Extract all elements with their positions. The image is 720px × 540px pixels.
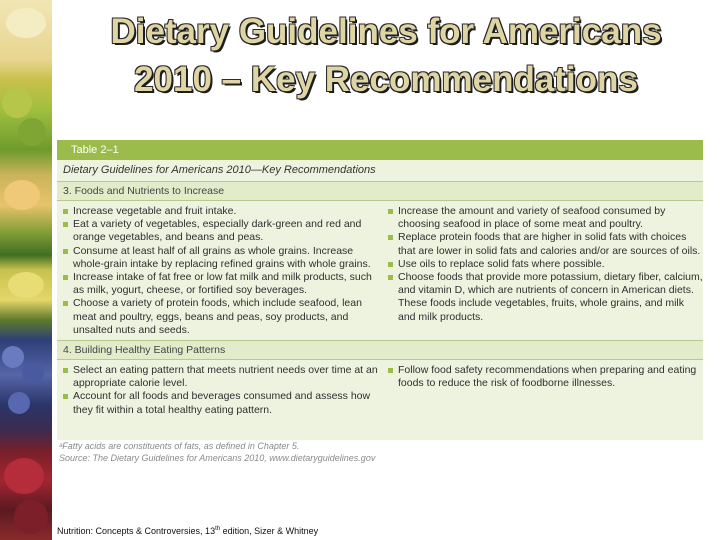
list-item: Select an eating pattern that meets nutrient needs over time at an appropriate calorie level. [61,364,378,390]
section-body-increase [57,201,703,340]
footnote: ᵃFatty acids are constituents of fats, as defined in Chapter 5. [59,441,300,451]
left-column [57,364,378,417]
footer-text: Nutrition: Concepts & Controversies, 13 [57,526,216,536]
list-item: Consume at least half of all grains as whole grains. Increase whole-grain intake by replacing refined grains with whole grains. [61,245,378,271]
slide-title-line-2: 2010 – Key Recommendations [134,60,638,99]
footer-text-end: edition, Sizer & Whitney [220,526,319,536]
recommendations-table [57,140,703,440]
source-note: Source: The Dietary Guidelines for Americans 2010, www.dietaryguidelines.gov [59,453,376,463]
list-item: Eat a variety of vegetables, especially dark-green and red and orange vegetables, and beans and peas. [61,218,378,244]
list-item: Account for all foods and beverages consumed and assess how they fit within a total healthy eating pattern. [61,390,378,416]
section-heading-increase: 3. Foods and Nutrients to Increase [57,182,703,201]
list-item: Follow food safety recommendations when preparing and eating foods to reduce the risk of foodborne illnesses. [386,364,703,390]
list-item: Replace protein foods that are higher in solid fats with choices that are lower in solid fats and calories and/or are sources of oils. [386,231,703,257]
section-heading-patterns: 4. Building Healthy Eating Patterns [57,340,703,360]
list-item: Increase the amount and variety of seafood consumed by choosing seafood in place of some meat and poultry. [386,205,703,231]
section-body-patterns [57,360,703,420]
footer-superscript: th [215,526,221,532]
table-notes [57,440,705,464]
slide-footer [57,526,318,536]
table-caption: Dietary Guidelines for Americans 2010—Key Recommendations [57,160,703,182]
right-column [378,364,703,417]
slide-title [52,8,720,104]
table-label: Table 2–1 [57,140,703,160]
list-item: Use oils to replace solid fats where possible. [386,258,703,271]
list-item: Increase vegetable and fruit intake. [61,205,378,218]
list-item: Increase intake of fat free or low fat milk and milk products, such as milk, yogurt, cheese, or fortified soy beverages. [61,271,378,297]
right-column [378,205,703,337]
left-column [57,205,378,337]
list-item: Choose a variety of protein foods, which include seafood, lean meat and poultry, eggs, beans and peas, soy products, and unsalted nuts and seeds. [61,297,378,337]
slide-title-line-1: Dietary Guidelines for Americans [110,12,662,51]
produce-image-strip [0,0,52,540]
list-item: Choose foods that provide more potassium, dietary fiber, calcium, and vitamin D, which are nutrients of concern in American diets. These foods include vegetables, fruits, whole grains, and milk and milk products. [386,271,703,324]
